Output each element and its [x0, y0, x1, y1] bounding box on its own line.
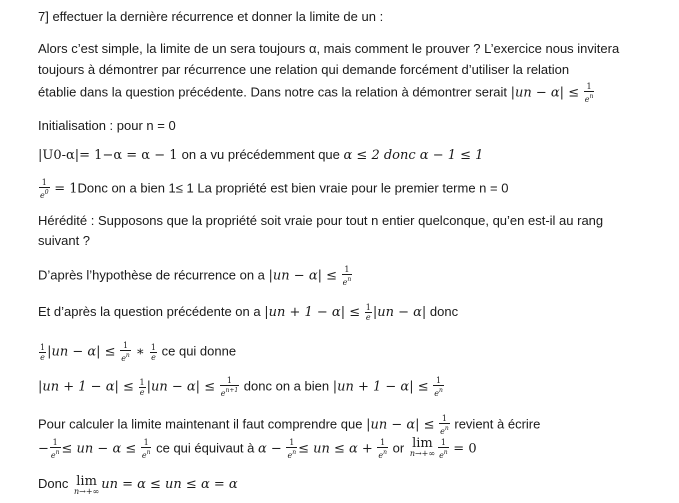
final-text: Donc: [38, 476, 72, 491]
conclusion-text: donc on a bien: [240, 378, 333, 394]
init-title: Initialisation : pour n = 0: [38, 118, 176, 133]
previous-text-2: donc: [426, 303, 459, 319]
combine-text: ce qui donne: [161, 343, 237, 359]
fraction-1-over-e: $\frac{1}{e}$: [365, 303, 371, 322]
limit-text-1: Pour calculer la limite maintenant il faut comprendre que: [38, 416, 367, 432]
limit-math-4: ≤ un ≤ α +: [298, 441, 373, 457]
fraction-1-over-e-n: $\frac{1}{e^n}$: [287, 438, 297, 460]
limit-math-1: |un − α| ≤: [366, 417, 435, 433]
init-equals-one: = 1: [54, 181, 78, 197]
fraction-1-over-e-n: $\frac{1}{e^n}$: [439, 438, 448, 460]
fraction-1-over-e-0: $\frac{1}{e^0}$: [40, 178, 49, 200]
heredite-line-2: suivant ?: [38, 233, 91, 248]
previous-math-1: |un + 1 − α| ≤: [264, 304, 361, 320]
limit-line-1: [38, 414, 540, 436]
hypothesis-text: D’après l’hypothèse de récurrence on a: [38, 267, 269, 283]
limit-math-3: α −: [258, 441, 282, 457]
intro-line-3-text: établie dans la question précédente. Dans notre cas la relation à démontrer serait: [38, 84, 511, 100]
fraction-1-over-e-n: $\frac{1}{e^n}$: [378, 438, 388, 460]
fraction-1-over-e: $\frac{1}{e}$: [150, 342, 156, 362]
question-heading: 7] effectuer la dernière récurrence et donner la limite de un :: [38, 9, 384, 24]
conclusion-math-1: |un + 1 − α| ≤: [38, 379, 134, 395]
init-line-1: [38, 147, 483, 164]
multiply-sign: ∗: [131, 344, 149, 360]
intro-line-1: Alors c’est simple, la limite de un sera toujours α, mais comment le prouver ? L’exercice nous invitera: [38, 41, 620, 56]
limit-line-2: [38, 438, 477, 460]
final-math: un = α ≤ un ≤ α = α: [101, 477, 238, 492]
final-line: [38, 476, 238, 496]
previous-question-line: [38, 303, 458, 322]
fraction-1-over-e-n: $\frac{1}{e^n}$: [584, 82, 594, 104]
init-text-conclusion: Donc on a bien 1≤ 1 La propriété est bien vraie pour le premier terme n = 0: [77, 180, 509, 196]
intro-line-3: [38, 82, 595, 104]
combine-line: [38, 341, 236, 363]
fraction-1-over-e-n: $\frac{1}{e^n}$: [50, 438, 60, 460]
init-math-a: |U0-α|= 1−α = α − 1: [38, 148, 182, 163]
minus-sign: −: [38, 441, 49, 457]
fraction-1-over-e-n: $\frac{1}{e^n}$: [440, 414, 449, 436]
limit-text-3: ce qui équivaut à: [152, 440, 259, 456]
conclusion-math-2: |un − α| ≤: [146, 379, 216, 395]
fraction-1-over-e: $\frac{1}{e}$: [139, 377, 145, 397]
conclusion-math-3: |un + 1 − α| ≤: [332, 379, 429, 395]
combine-math-1: |un − α| ≤: [47, 344, 116, 360]
fraction-1-over-e-n: $\frac{1}{e^n}$: [342, 265, 352, 287]
hypothesis-math: |un − α| ≤: [268, 268, 337, 284]
previous-math-2: |un − α|: [372, 304, 427, 320]
document-page: [38, 0, 668, 503]
limit-operator-final: lim n→+∞: [73, 474, 100, 496]
limit-or: or: [389, 440, 408, 456]
conclusion-line: [38, 376, 445, 398]
limit-math-2: ≤ un − α ≤: [61, 441, 137, 457]
previous-text: Et d’après la question précédente on a: [38, 303, 265, 319]
fraction-1-over-e-n: $\frac{1}{e^n}$: [121, 341, 130, 363]
fraction-1-over-e: $\frac{1}{e}$: [40, 342, 46, 362]
fraction-1-over-e-n: $\frac{1}{e^n}$: [434, 376, 443, 398]
limit-equals-zero: = 0: [453, 441, 477, 457]
limit-text-2: revient à écrire: [450, 416, 541, 432]
init-math-c: α ≤ 2 donc α − 1 ≤ 1: [343, 148, 484, 163]
fraction-1-over-e-n-plus-1: $\frac{1}{e^{n+1}}$: [220, 376, 239, 398]
fraction-1-over-e-n: $\frac{1}{e^n}$: [141, 438, 151, 460]
relation-formula: |un − α| ≤: [510, 85, 580, 101]
heredite-line-1: Hérédité : Supposons que la propriété soit vraie pour tout n entier quelconque, qu’en est-il au rang: [38, 213, 604, 228]
limit-operator: lim n→+∞: [409, 436, 436, 458]
intro-line-2: toujours à démontrer par récurrence une relation qui demande forcément d’utiliser la relation: [38, 62, 570, 77]
init-line-2: [38, 178, 508, 200]
hypothesis-line: [38, 265, 353, 287]
init-text-b: on a vu précédemment que: [181, 147, 344, 162]
